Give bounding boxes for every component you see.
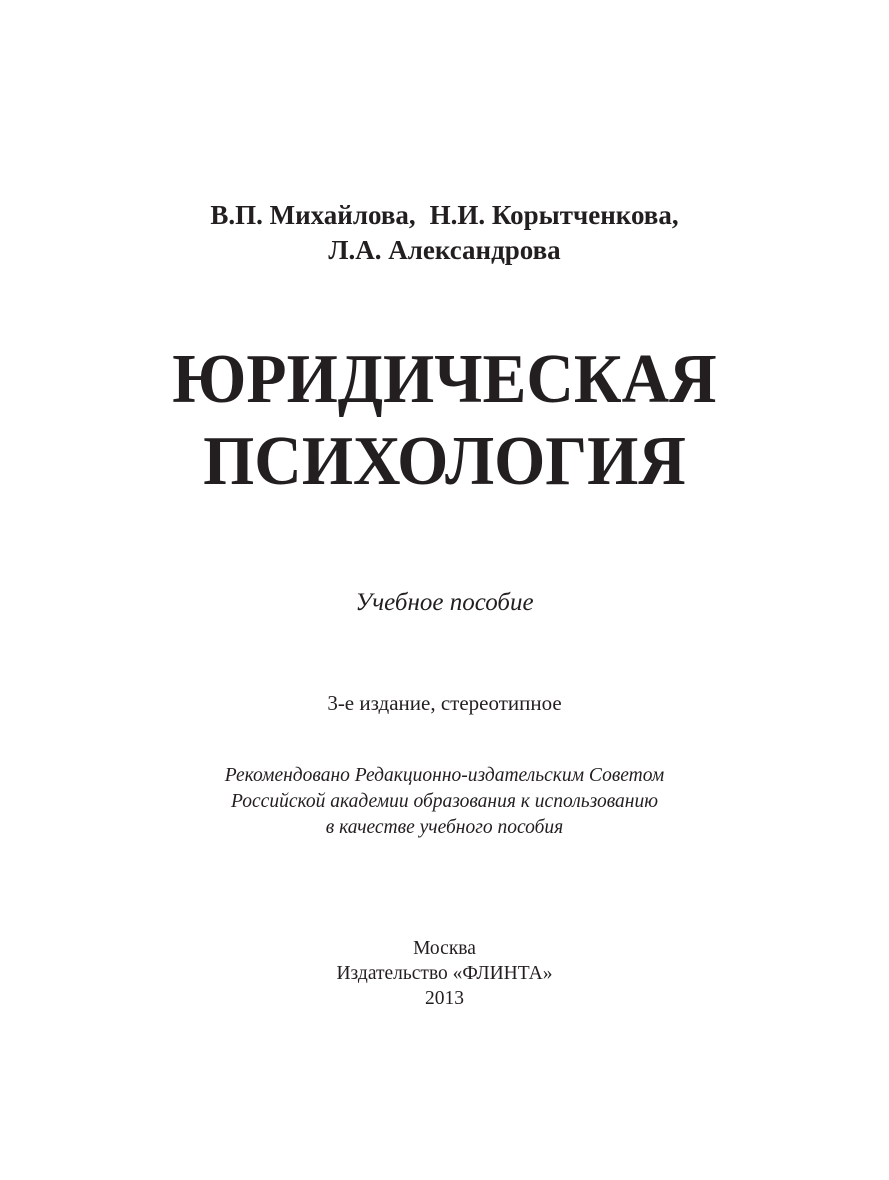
authors-line-1 [0, 195, 889, 235]
recommendation-line-3: в качестве учебного пособия [325, 817, 564, 838]
book-title-line-1: ЮРИДИЧЕСКАЯ [172, 341, 717, 418]
author-name: Н.И. Корытченкова, [429, 200, 679, 230]
author-name: Л.А. Александрова [328, 235, 561, 265]
imprint-publisher: Издательство «ФЛИНТА» [336, 963, 553, 984]
imprint-city: Москва [413, 938, 476, 959]
imprint-year: 2013 [425, 988, 464, 1009]
authors-line-2 [0, 230, 889, 270]
recommendation-line-2: Российской академии образования к использованию [231, 791, 658, 812]
author-name: В.П. Михайлова, [210, 200, 416, 230]
recommendation-line-1: Рекомендовано Редакционно-издательским Советом [224, 765, 665, 786]
book-subtitle: Учебное пособие [355, 589, 534, 616]
edition-note: 3-е издание, стереотипное [327, 691, 562, 715]
book-title-line-2: ПСИХОЛОГИЯ [203, 423, 686, 500]
